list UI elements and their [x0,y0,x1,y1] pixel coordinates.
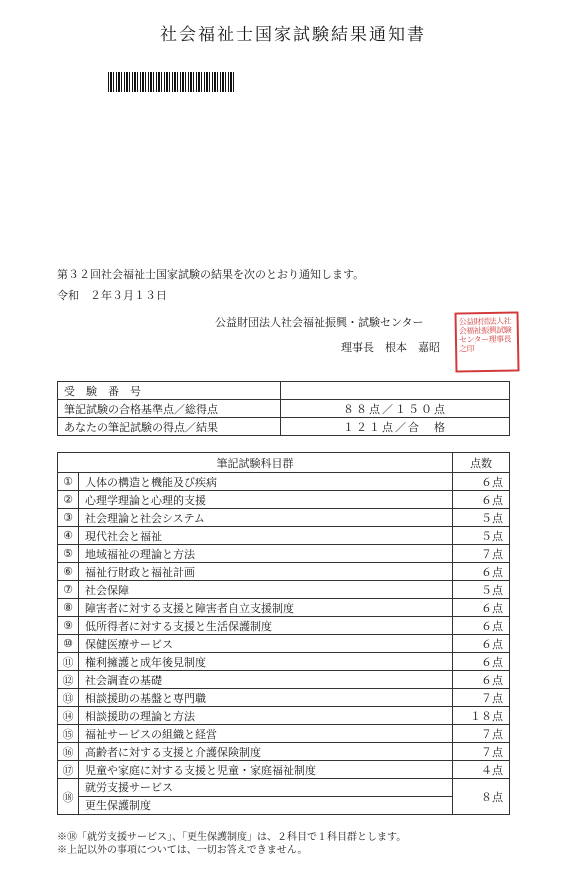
subject-points: ７点 [453,689,510,707]
subject-points: ５点 [453,581,510,599]
note-line: ※⑱「就労支援サービス」、「更生保護制度」は、２科目で１科目群とします。 [57,832,407,843]
table-row [58,599,510,617]
subject-number: ⑧ [58,599,79,617]
intro-text: 第３２回社会福祉士国家試験の結果を次のとおり通知します。 [57,268,365,281]
issuer-chair: 理事長 根本 嘉昭 [341,341,440,354]
table-row [58,563,510,581]
notes [57,831,406,857]
subject-group-header: 筆記試験科目群 [58,453,453,473]
table-row [58,473,510,491]
table-row [58,545,510,563]
pass-criteria-label: 筆記試験の合格基準点／総得点 [58,400,281,418]
subject-number: ⑪ [58,653,79,671]
subject-points: ８点 [453,779,510,815]
table-header-row [58,453,510,473]
table-row [58,491,510,509]
subject-name: 保健医療サービス [79,635,453,653]
subject-name: 高齢者に対する支援と介護保険制度 [79,743,453,761]
score-result-label: あなたの筆記試験の得点／結果 [58,418,281,436]
subject-number: ⑬ [58,689,79,707]
subject-number: ⑫ [58,671,79,689]
subject-number: ⑯ [58,743,79,761]
subject-number: ⑥ [58,563,79,581]
official-seal [454,311,519,372]
exam-number-value [281,382,510,400]
subject-number: ③ [58,509,79,527]
subject-number: ⑭ [58,707,79,725]
subject-name: 地域福祉の理論と方法 [79,545,453,563]
document-title: 社会福祉士国家試験結果通知書 [160,25,426,45]
subject-points: ４点 [453,761,510,779]
subject-name: 就労支援サービス [85,781,173,794]
table-row [58,707,510,725]
subject-name-group [79,779,453,815]
subject-points: ６点 [453,671,510,689]
subject-number: ① [58,473,79,491]
subject-name: 福祉行財政と福祉計画 [79,563,453,581]
pass-criteria-value: ８８点／１５０点 [281,400,510,418]
subject-name: 福祉サービスの組織と経営 [79,725,453,743]
subject-rows [58,473,510,779]
table-row [58,653,510,671]
subject-number: ⑩ [58,635,79,653]
subject-scores-table [57,452,510,815]
subject-name: 社会理論と社会システム [79,509,453,527]
subject-points: ７点 [453,545,510,563]
exam-number-label: 受 験 番 号 [58,382,281,400]
subject-points: ５点 [453,509,510,527]
subject-number: ⑮ [58,725,79,743]
subject-points: ７点 [453,743,510,761]
subject-name: 心理学理論と心理的支援 [79,491,453,509]
table-row [58,635,510,653]
subject-name: 権利擁護と成年後見制度 [79,653,453,671]
subject-number: ⑤ [58,545,79,563]
subject-points: ５点 [453,527,510,545]
subject-number: ⑱ [58,779,79,815]
issue-date: 令和 ２年３月１３日 [57,289,167,302]
subject-name: 人体の構造と機能及び疾病 [79,473,453,491]
table-row [58,725,510,743]
exam-info-table [57,381,510,436]
subject-points: ６点 [453,599,510,617]
table-row [58,400,510,418]
note-line: ※上記以外の事項については、一切お答えできません。 [57,845,308,856]
table-row [58,509,510,527]
points-header: 点数 [453,453,510,473]
subject-name: 現代社会と福祉 [79,527,453,545]
subject-name: 障害者に対する支援と障害者自立支援制度 [79,599,453,617]
barcode [108,72,236,92]
subject-name: 児童や家庭に対する支援と児童・家庭福祉制度 [79,761,453,779]
table-row [58,581,510,599]
table-row [58,671,510,689]
subject-name: 社会保障 [79,581,453,599]
subject-number: ⑦ [58,581,79,599]
subject-points: ６点 [453,491,510,509]
issuer-organization: 公益財団法人社会福祉振興・試験センター [215,316,424,329]
subject-points: ６点 [453,653,510,671]
subject-points: ６点 [453,617,510,635]
subject-points: ７点 [453,725,510,743]
table-row [58,418,510,436]
subject-points: １８点 [453,707,510,725]
seal-text: 公益財団法人社会福祉振興試験センター理事長之印 [458,316,512,354]
table-row [58,761,510,779]
table-row [58,743,510,761]
table-row [58,689,510,707]
subject-number: ⑰ [58,761,79,779]
table-row [58,527,510,545]
table-row-merged [58,779,510,815]
subject-name: 相談援助の理論と方法 [79,707,453,725]
subject-points: ６点 [453,473,510,491]
subject-number: ④ [58,527,79,545]
table-row [58,617,510,635]
subject-number: ⑨ [58,617,79,635]
subject-points: ６点 [453,635,510,653]
subject-name: 更生保護制度 [79,796,452,814]
subject-number: ② [58,491,79,509]
score-result-value: １２１点／合 格 [281,418,510,436]
subject-name: 社会調査の基礎 [79,671,453,689]
subject-name: 相談援助の基盤と専門職 [79,689,453,707]
table-row [58,382,510,400]
subject-points: ６点 [453,563,510,581]
subject-name: 低所得者に対する支援と生活保護制度 [79,617,453,635]
